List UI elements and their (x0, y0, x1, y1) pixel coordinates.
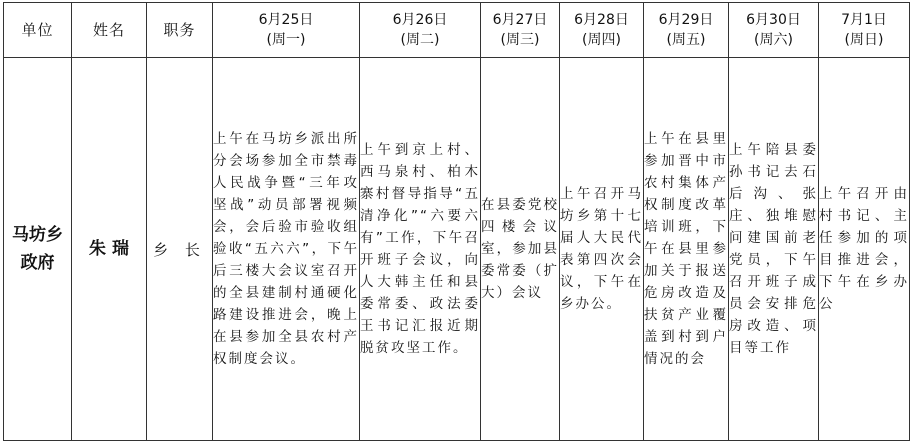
header-day-1: 6月25日 (周一) (213, 3, 360, 58)
header-unit: 单位 (4, 3, 72, 58)
header-day-5: 6月29日 (周五) (644, 3, 729, 58)
cell-position: 乡 长 (147, 58, 213, 441)
header-day-4: 6月28日 (周四) (560, 3, 644, 58)
schedule-table (3, 2, 910, 441)
cell-unit: 马坊乡政府 (4, 58, 72, 441)
cell-name: 朱 瑞 (72, 58, 147, 441)
header-day-6: 6月30日 (周六) (729, 3, 819, 58)
cell-schedule-day-4: 上午召开马坊乡第十七届人大民代表第四次会议，下午在乡办公。 (560, 58, 644, 441)
header-row (4, 3, 910, 58)
cell-schedule-day-5: 上午在县里参加晋中市农村集体产权制度改革培训班，下午在县里参加关于报送危房改造及扶贫产业覆盖到村到户情况的会 (644, 58, 729, 441)
cell-schedule-day-1: 上午在马坊乡派出所分会场参加全市禁毒人民战争暨“三年攻坚战”动员部署视频会，会后验市验收组验收“五六六”，下午后三楼大会议室召开的全县建制村通硬化路建设推进会，晚上在县参加全县农村产权制度会议。 (213, 58, 360, 441)
header-day-2: 6月26日 (周二) (360, 3, 481, 58)
header-day-3: 6月27日 (周三) (481, 3, 560, 58)
cell-schedule-day-2: 上午到京上村、西马泉村、柏木寨村督导指导“五清净化”“六要六有”工作，下午召开班子会议，向人大韩主任和县委常委、政法委王书记汇报近期脱贫攻坚工作。 (360, 58, 481, 441)
header-name: 姓名 (72, 3, 147, 58)
header-day-7: 7月1日 (周日) (819, 3, 910, 58)
header-position: 职务 (147, 3, 213, 58)
cell-schedule-day-7: 上午召开由村书记、主任参加的项目推进会，下午在乡办公 (819, 58, 910, 441)
cell-schedule-day-3: 在县委党校四楼会议室，参加县委常委（扩大）会议 (481, 58, 560, 441)
cell-schedule-day-6: 上午陪县委孙书记去石后沟、张庄、独堆慰问建国前老党员，下午召开班子成员会安排危房改造、项目等工作 (729, 58, 819, 441)
table-row (4, 58, 910, 441)
